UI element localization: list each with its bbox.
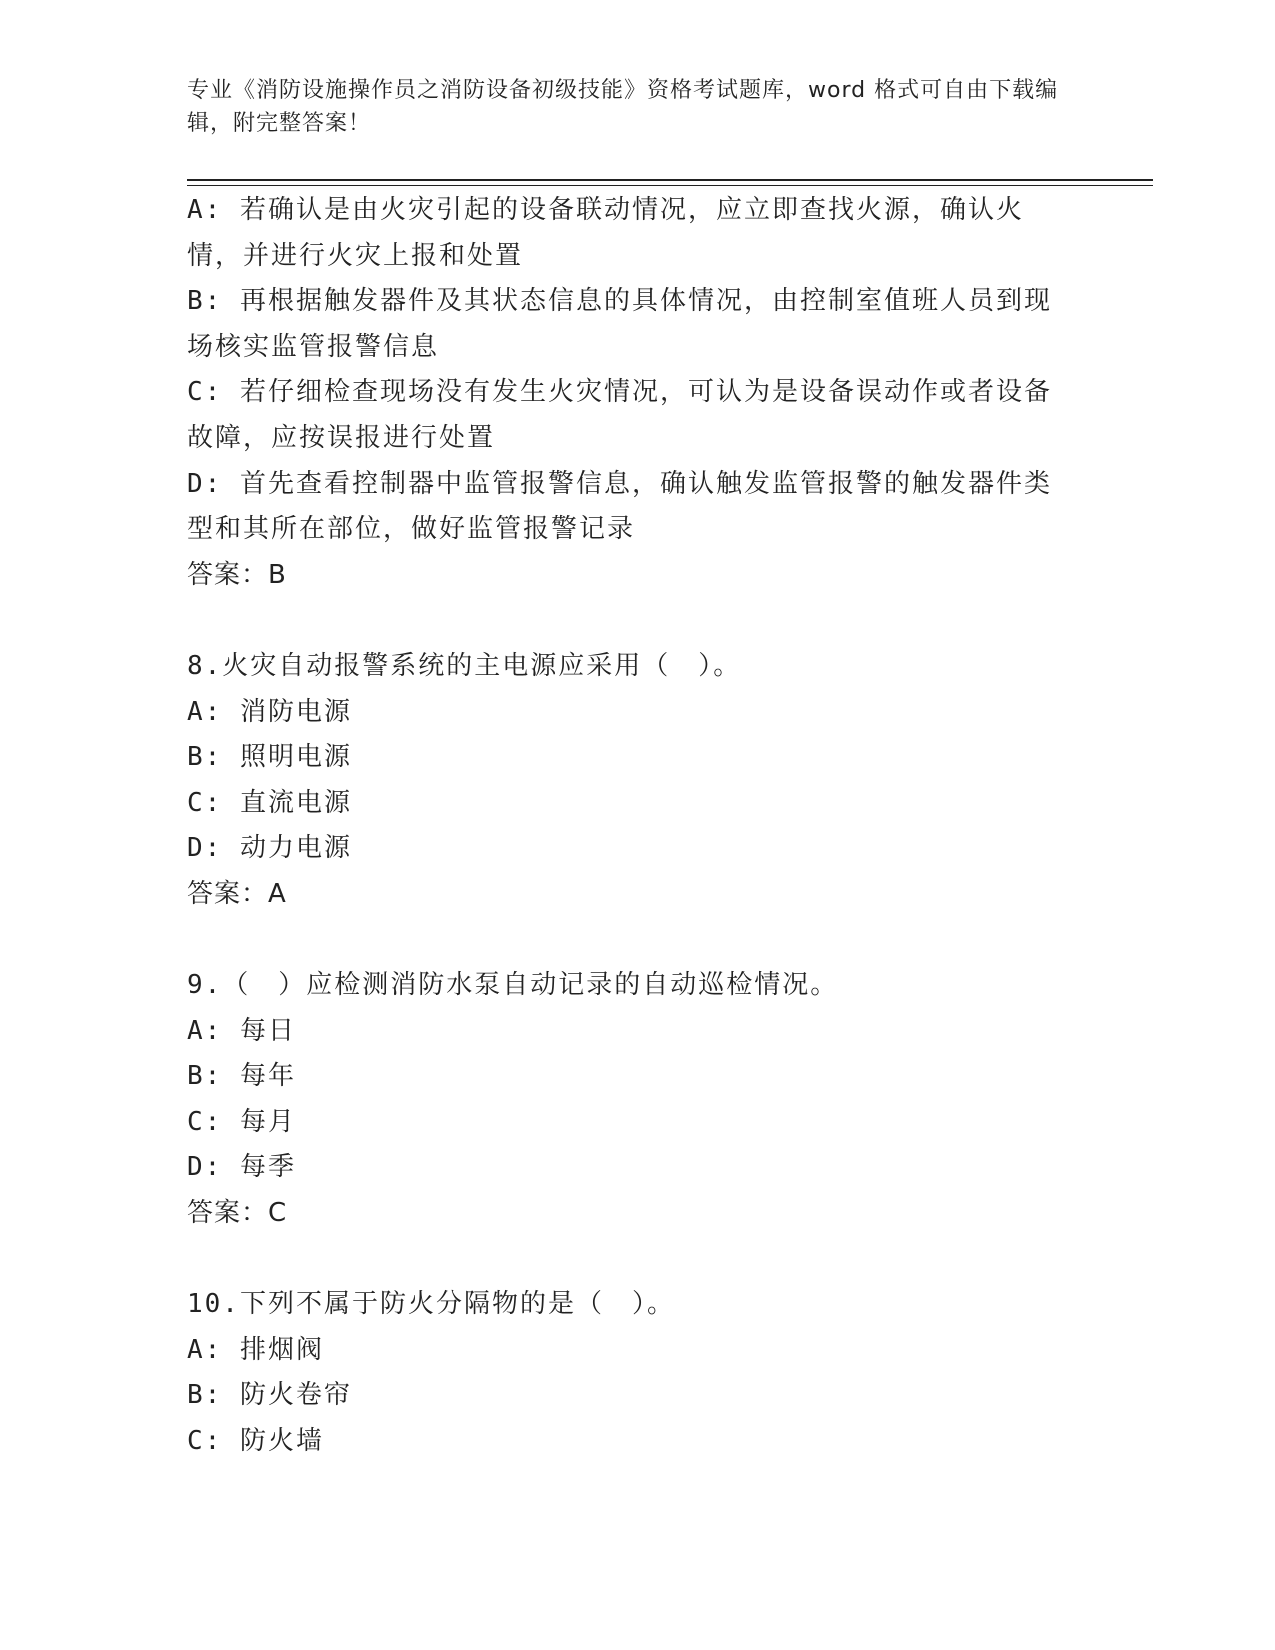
header-divider-thin (187, 185, 1153, 186)
q10-option-a: A: 排烟阀 (187, 1334, 324, 1365)
q7-option-b: B: 再根据触发器件及其状态信息的具体情况，由控制室值班人员到现场核实监管报警信息 (187, 286, 1052, 362)
q8-option-a: A: 消防电源 (187, 696, 352, 727)
spacer (187, 918, 1067, 964)
q9-question: 9.（ ）应检测消防水泵自动记录的自动巡检情况。 (187, 970, 839, 1001)
q8-option-d: D: 动力电源 (187, 833, 352, 864)
question-7-block (187, 188, 1067, 598)
header-divider-thick (187, 179, 1153, 181)
q7-answer: 答案：B (187, 559, 287, 590)
question-8-block (187, 644, 1067, 918)
spacer (187, 598, 1067, 644)
q8-answer: 答案：A (187, 878, 287, 909)
q10-option-c: C: 防火墙 (187, 1426, 324, 1457)
question-content (187, 188, 1067, 1465)
q8-question: 8.火灾自动报警系统的主电源应采用（ ）。 (187, 650, 742, 681)
question-9-block (187, 963, 1067, 1237)
q7-option-c: C: 若仔细检查现场没有发生火灾情况，可认为是设备误动作或者设备故障，应按误报进行处置 (187, 377, 1052, 453)
q9-option-c: C: 每月 (187, 1106, 296, 1137)
q7-option-d: D: 首先查看控制器中监管报警信息，确认触发监管报警的触发器件类型和其所在部位，做好监管报警记录 (187, 468, 1052, 545)
q10-question: 10.下列不属于防火分隔物的是（ ）。 (187, 1289, 675, 1320)
question-10-block (187, 1282, 1067, 1464)
q9-option-b: B: 每年 (187, 1061, 296, 1092)
q8-option-b: B: 照明电源 (187, 742, 352, 773)
q8-option-c: C: 直流电源 (187, 787, 352, 818)
document-header: 专业《消防设施操作员之消防设备初级技能》资格考试题库，word 格式可自由下载编辑，附完整答案！ (187, 78, 1059, 136)
q10-option-b: B: 防火卷帘 (187, 1380, 352, 1411)
q9-answer: 答案：C (187, 1198, 288, 1229)
q7-option-a: A: 若确认是由火灾引起的设备联动情况，应立即查找火源，确认火情，并进行火灾上报和处置 (187, 195, 1024, 271)
q9-option-a: A: 每日 (187, 1015, 296, 1046)
spacer (187, 1237, 1067, 1283)
q9-option-d: D: 每季 (187, 1152, 296, 1183)
